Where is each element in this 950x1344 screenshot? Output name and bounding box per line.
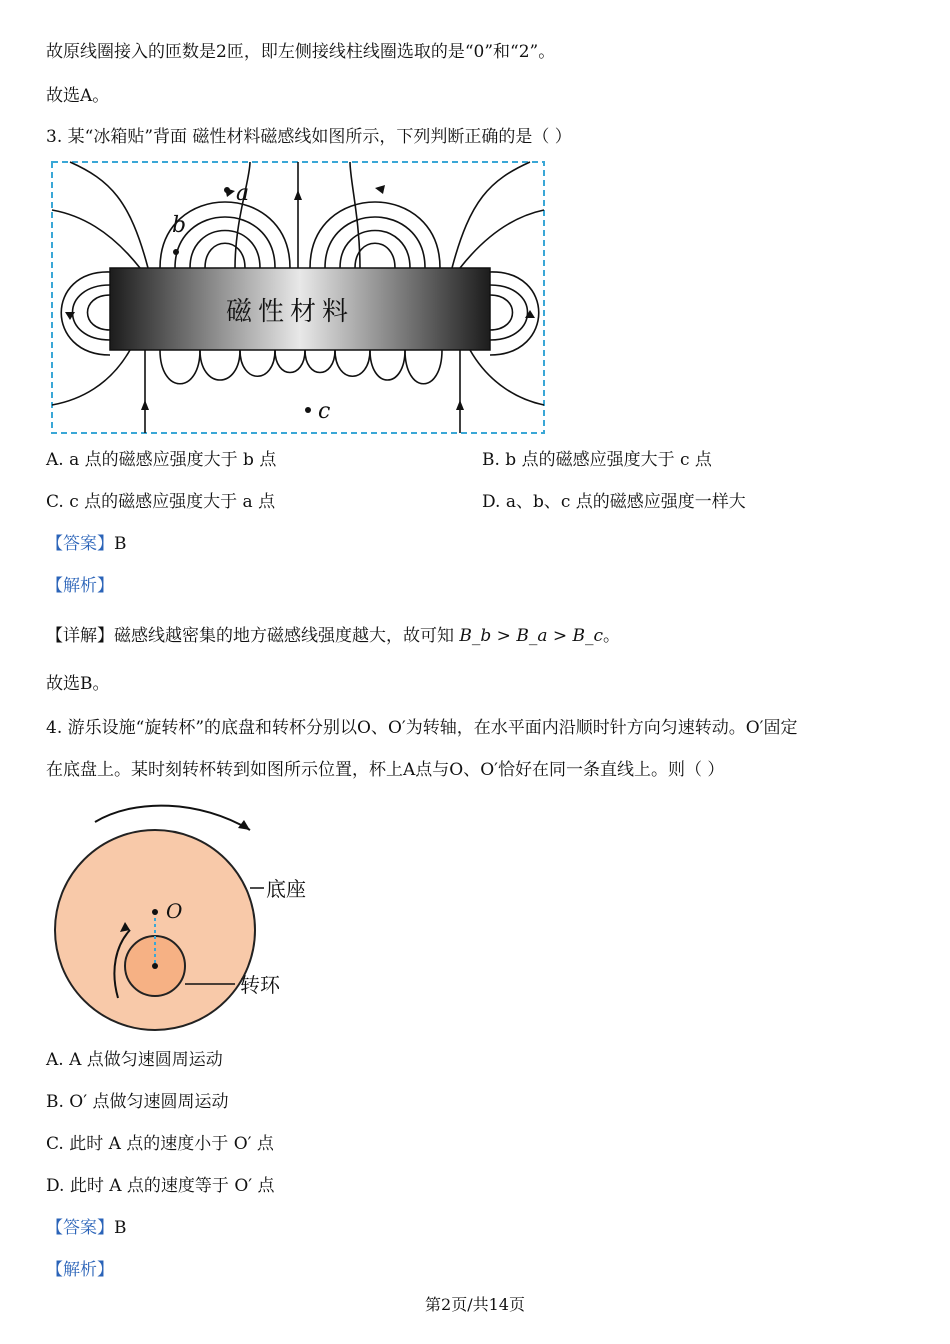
q4-answer-value: B [114,1218,127,1238]
q4-answer [46,1216,127,1240]
q4-option-a: A. A 点做匀速圆周运动 [46,1050,223,1070]
q4-stem-line-1: 4. 游乐设施“旋转杯”的底盘和转杯分别以O、O′为转轴，在水平面内沿顺时针方向匀速转动。O′固定 [46,718,798,738]
q3-answer-tag: 【答案】 [46,534,114,554]
q3-stem: 3. 某“冰箱贴”背面 磁性材料磁感线如图所示，下列判断正确的是（ ） [46,127,572,147]
q4-analysis [46,1258,114,1282]
q4-answer-tag: 【答案】 [46,1218,114,1238]
q3-option-a: A. a 点的磁感应强度大于 b 点 [46,450,277,470]
center-o-label: O [166,899,183,923]
q3-option-b: B. b 点的磁感应强度大于 c 点 [482,450,712,470]
q4-option-d: D. 此时 A 点的速度等于 O′ 点 [46,1176,275,1196]
q3-option-d: D. a、b、c 点的磁感应强度一样大 [482,492,746,512]
q4-stem-line-2: 在底盘上。某时刻转杯转到如图所示位置，杯上A点与O、O′恰好在同一条直线上。则（ ） [46,760,725,780]
q3-conclusion: 故选B。 [46,674,110,694]
point-a-dot [224,187,230,193]
q3-detail-text: 磁感线越密集的地方磁感线强度越大，故可知 [114,626,454,646]
rotating-cup-figure [50,800,350,1040]
q3-detail-end: 。 [603,626,621,646]
q4-option-b: B. O′ 点做匀速圆周运动 [46,1092,229,1112]
page-footer: 第2页/共14页 [425,1295,525,1314]
base-rotation-arrow [95,806,250,830]
q3-analysis-label: 【解析】 [46,576,114,596]
point-c-dot [305,407,311,413]
q4-option-c: C. 此时 A 点的速度小于 O′ 点 [46,1134,274,1154]
q3-answer-value: B [114,534,127,554]
q3-detail [46,624,620,648]
magnet-label: 磁性材料 [225,297,355,327]
q3-detail-formula: B_b > B_a > B_c [459,626,604,646]
q3-option-c: C. c 点的磁感应强度大于 a 点 [46,492,276,512]
center-o-dot [152,909,158,915]
q3-detail-tag: 【详解】 [46,626,114,646]
prev-line-1: 故原线圈接入的匝数是2匝，即左侧接线柱线圈选取的是“0”和“2”。 [46,42,556,62]
q4-analysis-tag: 【解析】 [46,1260,114,1280]
point-c-label: c [318,399,331,424]
point-a-label: a [236,181,250,206]
prev-line-2: 故选A。 [46,86,110,106]
point-b-label: b [172,213,187,238]
center-o-prime-dot [152,963,158,969]
point-b-dot [173,249,179,255]
q3-analysis-tag [46,574,114,598]
base-label: 底座 [266,877,306,901]
magnetic-field-figure [50,160,546,435]
cup-label: 转环 [240,973,280,997]
q3-answer [46,532,127,556]
